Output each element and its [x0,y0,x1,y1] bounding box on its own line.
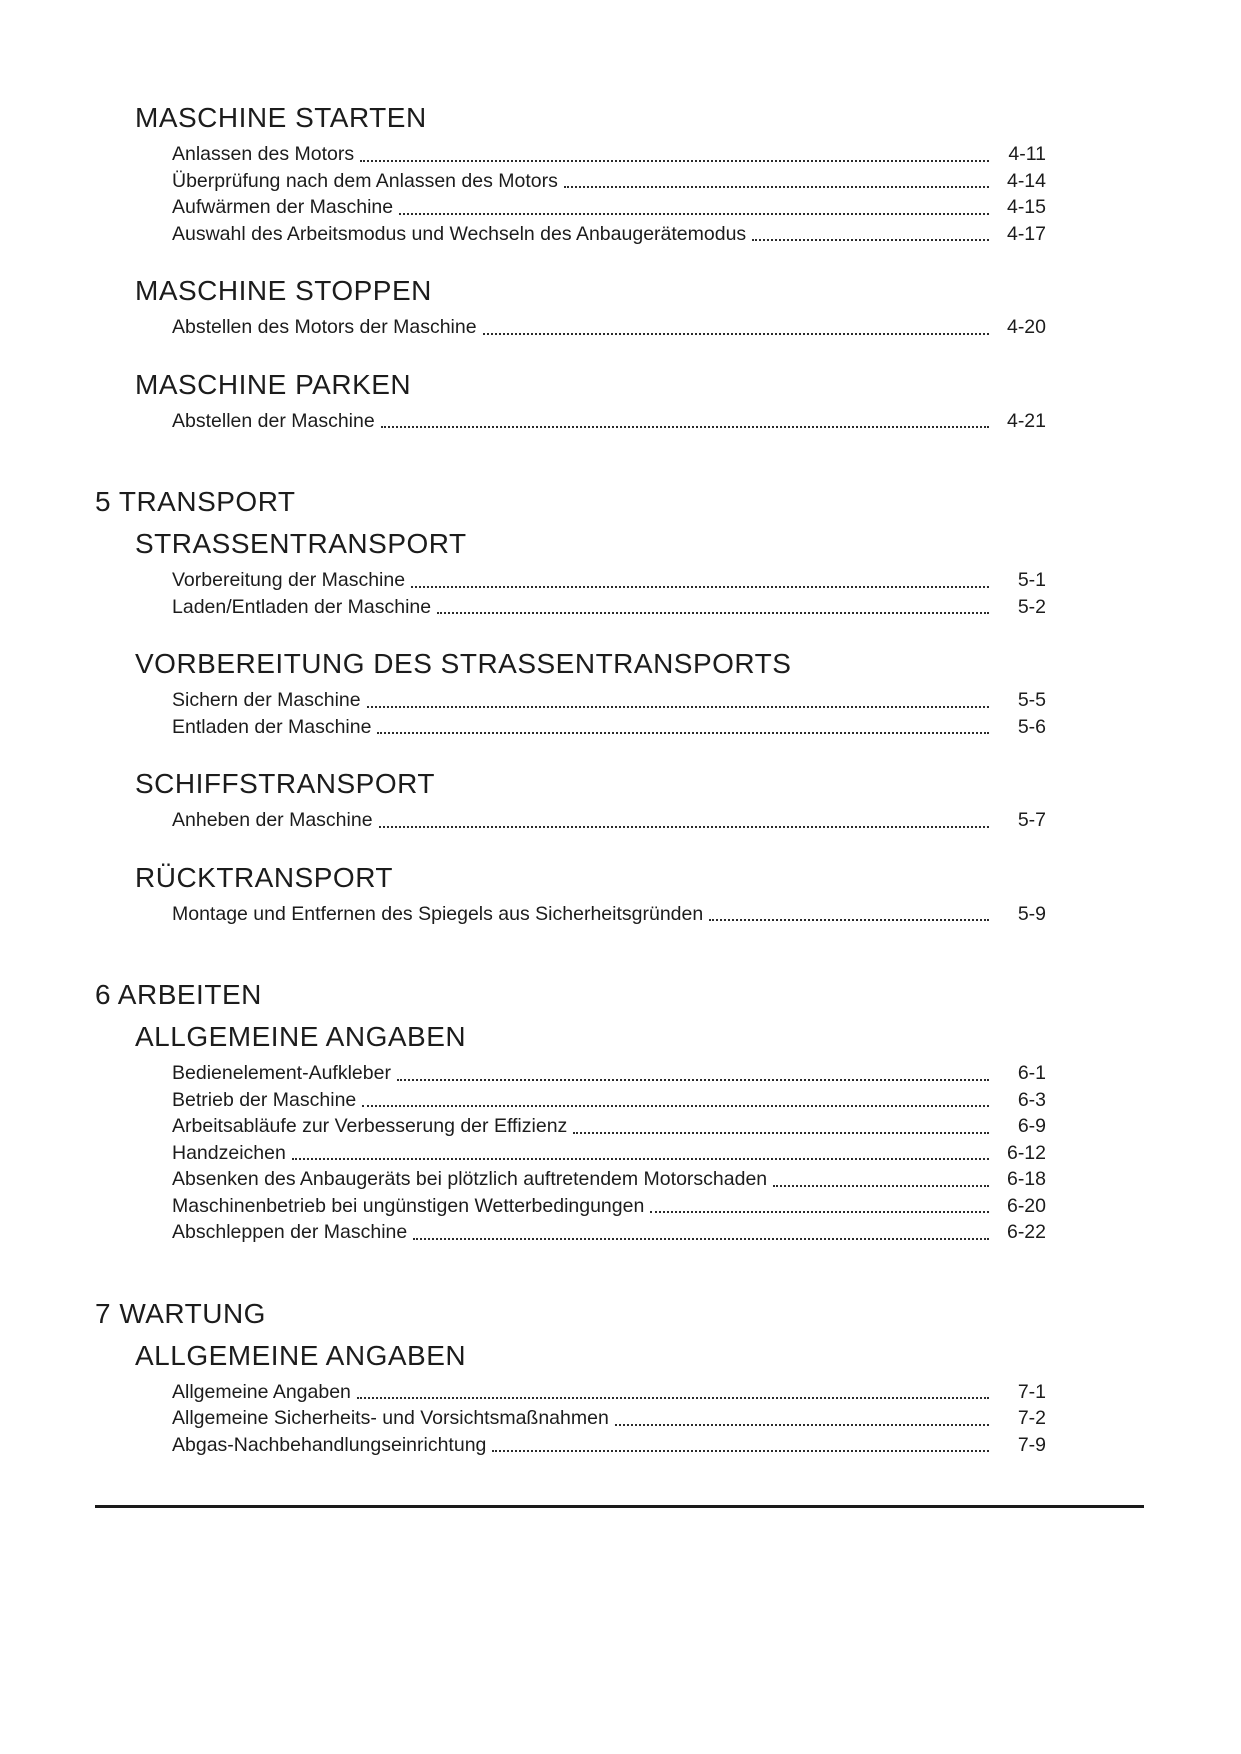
toc-entry-row [172,168,1046,195]
toc-entries [172,408,1146,435]
toc-entry-row [172,1432,1046,1459]
toc-entries [172,1379,1146,1459]
entry-page-number: 6-3 [1017,1088,1046,1111]
entry-title: Handzeichen [172,1141,286,1164]
entry-page-number: 6-12 [1006,1141,1046,1164]
section-heading: RÜCKTRANSPORT [135,861,394,893]
entry-page-number: 5-6 [1017,715,1046,738]
toc-entries [172,314,1146,341]
toc-entries [172,567,1146,620]
entry-page-number: 7-1 [1017,1380,1046,1403]
leader-dots [399,213,989,215]
toc-section [95,1023,1146,1246]
section-heading: ALLGEMEINE ANGABEN [135,1339,467,1371]
entry-page-number: 6-1 [1017,1062,1046,1084]
footer-divider [95,1505,1144,1508]
leader-dots [360,160,989,162]
leader-dots [413,1238,989,1240]
chapter-heading: 5 TRANSPORT [95,486,296,517]
toc-entry-row [172,221,1046,248]
section-heading: STRASSENTRANSPORT [135,528,467,559]
toc-chapter [95,488,1146,516]
entry-page-number: 6-9 [1017,1115,1046,1137]
leader-dots [437,612,989,614]
entry-page-number: 7-9 [1017,1433,1046,1456]
toc-section [95,277,1146,341]
leader-dots [773,1185,989,1187]
entry-page-number: 6-22 [1006,1221,1046,1243]
entry-title: Bedienelement-Aufkleber [172,1062,391,1084]
entry-title: Montage und Entfernen des Spiegels aus Sicherheitsgründen [172,902,704,925]
toc-section [95,530,1146,620]
toc-entry-row [172,141,1046,168]
toc-entry-row [172,1405,1046,1432]
toc-section [95,861,1146,928]
entry-page-number: 5-2 [1017,595,1046,618]
toc-entry-row [172,714,1046,741]
entry-page-number: 6-18 [1006,1168,1046,1190]
section-heading: ALLGEMEINE ANGABEN [135,1021,467,1052]
toc-entry-row [172,567,1046,594]
toc-entries [172,687,1146,740]
leader-dots [573,1132,989,1134]
section-heading: MASCHINE PARKEN [135,368,412,400]
entry-page-number: 4-17 [1006,222,1046,245]
toc-entries [172,807,1146,834]
leader-dots [397,1079,989,1081]
entry-title: Abstellen des Motors der Maschine [172,316,477,338]
entry-page-number: 7-2 [1017,1407,1046,1429]
entry-title: Allgemeine Sicherheits- und Vorsichtsmaßnahmen [172,1407,609,1429]
entry-page-number: 4-20 [1006,316,1046,338]
leader-dots [381,426,989,428]
chapter-heading: 6 ARBEITEN [95,979,262,1010]
entry-title: Abgas-Nachbehandlungseinrichtung [172,1433,487,1456]
toc-chapter [95,1297,1146,1329]
leader-dots [615,1424,989,1426]
leader-dots [377,732,989,734]
toc-entry-row [172,1140,1046,1167]
leader-dots [411,586,989,588]
entry-title: Arbeitsabläufe zur Verbesserung der Effizienz [172,1115,568,1137]
entry-title: Abschleppen der Maschine [172,1221,408,1243]
toc-entries [172,901,1146,928]
toc-section [95,650,1146,740]
toc-entry-row [172,807,1046,834]
toc-section [95,770,1146,834]
toc-entries [172,141,1146,247]
toc-entry-row [172,314,1046,341]
leader-dots [492,1450,989,1452]
entry-title: Überprüfung nach dem Anlassen des Motors [172,169,558,192]
leader-dots [564,186,989,188]
entry-title: Anlassen des Motors [172,143,355,165]
chapter-heading: 7 WARTUNG [95,1297,266,1329]
entry-title: Betrieb der Maschine [172,1088,357,1111]
toc-entry-row [172,1219,1046,1246]
toc-entry-row [172,1087,1046,1114]
leader-dots [367,706,989,708]
entry-title: Laden/Entladen der Maschine [172,595,432,618]
entry-title: Vorbereitung der Maschine [172,569,406,591]
leader-dots [379,826,989,828]
toc-entry-row [172,687,1046,714]
toc-entry-row [172,1379,1046,1406]
entry-title: Sichern der Maschine [172,689,361,711]
leader-dots [292,1158,989,1160]
toc-entry-row [172,1113,1046,1140]
entry-title: Entladen der Maschine [172,715,372,738]
entry-page-number: 6-20 [1006,1194,1046,1217]
entry-title: Abstellen der Maschine [172,409,375,432]
leader-dots [752,239,989,241]
toc-entry-row [172,1060,1046,1087]
entry-page-number: 5-1 [1017,569,1046,591]
entry-page-number: 4-11 [1008,143,1046,165]
entry-title: Absenken des Anbaugeräts bei plötzlich auftretendem Motorschaden [172,1168,768,1190]
leader-dots [650,1211,989,1213]
section-heading: MASCHINE STOPPEN [135,275,432,306]
section-heading: VORBEREITUNG DES STRASSENTRANSPORTS [135,648,792,679]
entry-page-number: 4-21 [1006,409,1046,432]
entry-title: Auswahl des Arbeitsmodus und Wechseln des Anbaugerätemodus [172,222,747,245]
toc-entry-row [172,194,1046,221]
entry-page-number: 5-7 [1017,809,1046,831]
entry-title: Aufwärmen der Maschine [172,196,394,218]
leader-dots [362,1105,989,1107]
leader-dots [357,1397,989,1399]
entry-page-number: 5-9 [1017,902,1046,925]
toc-entry-row [172,1166,1046,1193]
toc-page [95,104,1146,1458]
section-heading: MASCHINE STARTEN [135,102,427,133]
toc-section [95,1339,1146,1459]
leader-dots [709,919,989,921]
section-heading: SCHIFFSTRANSPORT [135,768,435,799]
leader-dots [483,333,989,335]
entry-title: Anheben der Maschine [172,809,373,831]
toc-section [95,368,1146,435]
toc-entry-row [172,408,1046,435]
toc-chapter [95,981,1146,1009]
entry-page-number: 5-5 [1017,689,1046,711]
entry-title: Maschinenbetrieb bei ungünstigen Wetterbedingungen [172,1194,645,1217]
toc-entry-row [172,901,1046,928]
entry-page-number: 4-15 [1006,196,1046,218]
toc-entries [172,1060,1146,1246]
entry-page-number: 4-14 [1006,169,1046,192]
entry-title: Allgemeine Angaben [172,1380,351,1403]
toc-entry-row [172,594,1046,621]
toc-section [95,104,1146,247]
toc-entry-row [172,1193,1046,1220]
